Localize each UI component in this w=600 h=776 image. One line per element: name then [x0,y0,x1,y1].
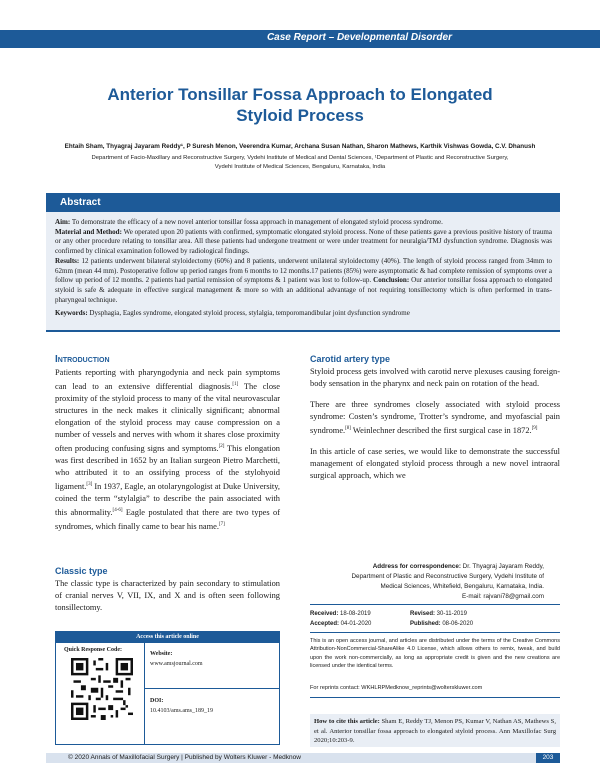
affiliations [40,154,560,172]
received-date [310,609,371,619]
revised-value: 30-11-2019 [435,611,467,617]
published-date [410,619,473,629]
accepted-label: Accepted: [310,621,340,627]
category-band [0,30,600,48]
conclusion-text: Our anterior tonsillar fossa approach to elongated styloid is safe & adequate in effective surgical management & more so with an additional advantage of not requiring tonsillectomy which is often performed in trans-pharyngeal technique. [55,276,552,304]
doi-link[interactable]: 10.4103/ams.ams_189_19 [150,708,213,714]
correspondence-name: Dr. Thyagraj Jayaram Reddy, [460,563,544,570]
published-value: 08-06-2020 [440,621,474,627]
access-row-divider [144,688,279,689]
affiliation-line-1: Department of Facio-Maxillary and Reconstructive Surgery, Vydehi Institute of Medical and Dental Sciences, ¹Department of Plastic and Reconstructive Surgery, [91,155,509,161]
conclusion-label: Conclusion: [373,276,410,285]
revised-date [410,609,467,619]
carotid-text-b: Weinlechner described the first surgical case in 1872. [350,426,532,436]
article-category: Case Report – Developmental Disorder [266,32,452,43]
website-label: Website: [150,651,173,657]
published-label: Published: [410,621,441,627]
correspondence-line-2: Department of Plastic and Reconstructive Surgery, Vydehi Institute of [351,573,544,580]
carotid-text-a: There are three syndromes closely associated with styloid process syndrome: Costen’s syndrome, Trotter’s syndrome, and myofascial pain syndrome. [310,400,560,436]
reprints-label: For reprints contact: [310,685,360,691]
author-list: Ehtaih Sham, Thyagraj Jayaram Reddy¹, P Suresh Menon, Veerendra Kumar, Archana Susan Nathan, Sharon Mathews, Karthik Vishwas Gowda, C.V. Dhanush [64,143,536,150]
intro-text-a: Patients reporting with pharyngodynia and neck pain symptoms can lead to an extensive differential diagnosis. [55,368,280,391]
ref-4[interactable]: [4-6] [112,508,123,514]
page-footer [46,753,560,763]
ref-9[interactable]: [9] [531,426,538,432]
accepted-date [310,619,371,629]
results-text: 12 patients underwent bilateral styloidectomy (60%) and 8 patients, underwent unilateral styloidectomy (40%). The length of styloid process ranged from 34mm to 62mm (mean 44 mm). Postoperative follow up period ranges from 6 months to 12 months.17 patients (85%) were asymptomatic & had complete remission of symptoms over a follow up period of 12 months. 2 patients had partial remission of symptoms & 1 patient was lost to follow-up. [55,256,552,285]
article-title [60,84,540,126]
title-line-1: Anterior Tonsillar Fossa Approach to Elongated [107,85,493,104]
left-column [55,367,280,542]
method-label: Material and Method: [55,227,122,236]
keywords [55,309,552,318]
intro-text-c: This elongation was first described in 1652 by an Italian surgeon Pietro Marchetti, who attributed it to an ossifying process of the stylohyoid ligament. [55,444,280,492]
website-link[interactable]: www.amsjournal.com [150,661,203,667]
dates-bottom-rule [310,632,560,633]
reprints-rule [310,697,560,698]
received-label: Received: [310,611,339,617]
page-number: 203 [536,753,560,763]
aim-label: Aim: [55,218,71,226]
carotid-paragraph-1: Styloid process gets involved with carotid nerve plexuses causing foreign-body sensation in the pharynx and neck pain on rotation of the head. [310,367,560,389]
abstract-heading-bar [46,193,560,212]
carotid-paragraph-2 [310,399,560,437]
title-line-2: Styloid Process [236,106,364,125]
access-heading: Access this article online [56,632,279,643]
aim-text: To demonstrate the efficacy of a new novel anterior tonsillar fossa approach in management of elongated styloid process syndrome. [70,218,443,226]
affiliation-line-2: Vydehi Institute of Medical Sciences, Bengaluru, Karnataka, India [214,164,386,170]
method-text: We operated upon 20 patients with confirmed, symptomatic elongated styloid process. None of these patients gave a previous positive history of trauma or any other procedure relating to tonsillar area. All these patients had undergone treatment or were under treatment for neuralgia/TMJ dysfunction syndrome. Diagnosis was confirmed by clinical examination followed by radiological findings. [55,227,553,256]
citation-label: How to cite this article: [314,718,380,725]
ref-2[interactable]: [2] [218,444,225,450]
footer-copyright: © 2020 Annals of Maxillofacial Surgery | Published by Wolters Kluwer - Medknow [68,754,301,761]
reprints-contact [310,685,482,691]
results-label: Results: [55,256,80,265]
reprints-email[interactable]: WKHLRPMedknow_reprints@wolterskluwer.com [359,685,483,691]
intro-heading: Introduction [55,354,110,365]
email-link[interactable]: rajvani78@gmail.com [481,593,544,600]
dates-top-rule [310,604,560,605]
intro-paragraph [55,367,280,533]
keywords-label: Keywords: [55,309,88,317]
abstract-heading: Abstract [60,197,101,208]
correspondence-email-line [330,592,544,602]
classic-paragraph: The classic type is characterized by pain secondary to stimulation of cranial nerves V, VII, IX, and X and is often seen following tonsillectomy. [55,579,280,613]
qr-code-icon[interactable] [71,658,133,720]
access-box [55,631,280,745]
access-divider [144,643,145,744]
ref-1[interactable]: [1] [232,382,239,388]
ref-5[interactable]: [7] [218,522,225,528]
classic-heading: Classic type [55,566,108,576]
intro-text-b: The close proximity of the styloid process to many of the vital neurovascular structures in the neck makes it clinically significant; abnormal elongation of the styloid process may cause compression on a number of vessels and nerves with whom it shares close proximity often producing confusing signs and symptoms. [55,381,280,454]
keywords-text: Dysphagia, Eagles syndrome, elongated styloid process, stylalgia, temporomandibular joint dysfunction syndrome [87,309,410,317]
intro-text-d: In 1937, Eagle, an otolaryngologist at Duke University, coined the term “stylalgia” to describe the pain associated with this abnormality. [55,482,280,518]
ref-3[interactable]: [3] [86,482,93,488]
carotid-paragraph-3: In this article of case series, we would like to demonstrate the successful management of elongated styloid process through a new novel intraoral surgical approach, which we [310,447,560,481]
doi-label: DOI: [150,698,164,704]
accepted-value: 04-01-2020 [339,621,372,627]
correspondence-line-3: Medical Sciences, Whitefield, Bengaluru, Karnataka, India. [380,583,544,590]
ref-8[interactable]: [8] [345,426,351,432]
carotid-heading: Carotid artery type [310,354,391,364]
email-label: E-mail: [462,593,482,600]
revised-label: Revised: [410,611,436,617]
correspondence-label: Address for correspondence: [372,563,461,570]
qr-label: Quick Response Code: [64,647,123,653]
correspondence-block [330,562,544,602]
abstract-text [55,218,552,305]
right-column [310,366,560,492]
abstract-bottom-rule [46,330,560,332]
license-text: This is an open access journal, and articles are distributed under the terms of the Creative Commons Attribution-NonCommercial-ShareAlike 4.0 License, which allows others to remix, tweak, and build upon the work non-commercially, as long as appropriate credit is given and the new creations are licensed under the identical terms. [310,638,560,669]
correspondence-line-1 [330,562,544,572]
citation-text: Sham E, Reddy TJ, Menon PS, Kumar V, Nathan AS, Mathews S, et al. Anterior tonsillar fossa approach to elongated styloid process. Ann Maxillofac Surg 2020;10:203-9. [314,718,556,744]
intro-text-e: Eagle postulated that there are two types of syndromes, which finally came to bear his name. [55,508,280,532]
citation-box [310,714,560,747]
received-value: 18-08-2019 [338,611,371,617]
